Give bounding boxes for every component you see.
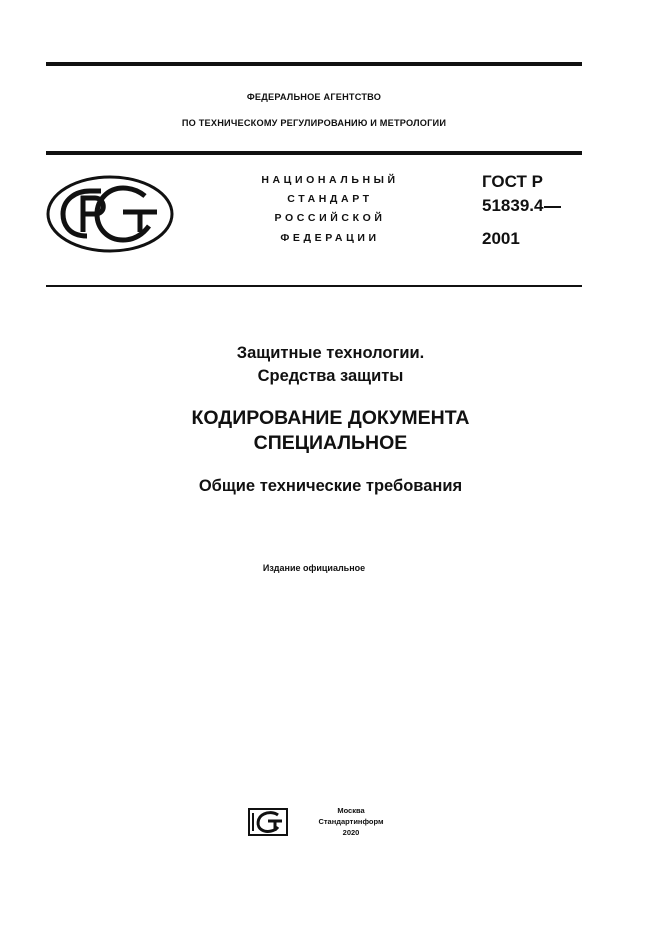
main-title-line-2: СПЕЦИАЛЬНОЕ: [253, 432, 408, 454]
middle-rule: [46, 151, 582, 155]
gost-label: ГОСТ Р: [482, 172, 543, 191]
gost-year: 2001: [482, 229, 520, 248]
gost-number: [482, 196, 561, 216]
publisher-city: Москва: [337, 806, 365, 815]
main-title-line-1: КОДИРОВАНИЕ ДОКУМЕНТА: [191, 407, 470, 429]
publisher-name: Стандартинформ: [318, 817, 384, 826]
agency-line-2: ПО ТЕХНИЧЕСКОМУ РЕГУЛИРОВАНИЮ И МЕТРОЛОГИИ: [181, 118, 447, 128]
subtitle: Общие технические требования: [198, 477, 463, 495]
standartinform-logo-icon: [248, 808, 288, 836]
edition-note: Издание официальное: [262, 563, 366, 573]
agency-line-1: ФЕДЕРАЛЬНОЕ АГЕНТСТВО: [246, 92, 382, 102]
title-line-2: Средства защиты: [257, 367, 404, 385]
national-line-4: ФЕДЕРАЦИИ: [280, 232, 380, 244]
rst-mark-logo-icon: [45, 174, 175, 254]
gost-dash: [544, 206, 561, 208]
national-line-2: СТАНДАРТ: [287, 193, 373, 205]
top-rule: [46, 62, 582, 66]
national-line-3: РОССИЙСКОЙ: [274, 212, 386, 224]
title-line-1: Защитные технологии.: [236, 344, 425, 362]
publisher-year: 2020: [342, 828, 360, 837]
national-line-1: НАЦИОНАЛЬНЫЙ: [261, 174, 399, 186]
bottom-rule: [46, 285, 582, 287]
gost-number-text: 51839.4: [482, 196, 544, 215]
